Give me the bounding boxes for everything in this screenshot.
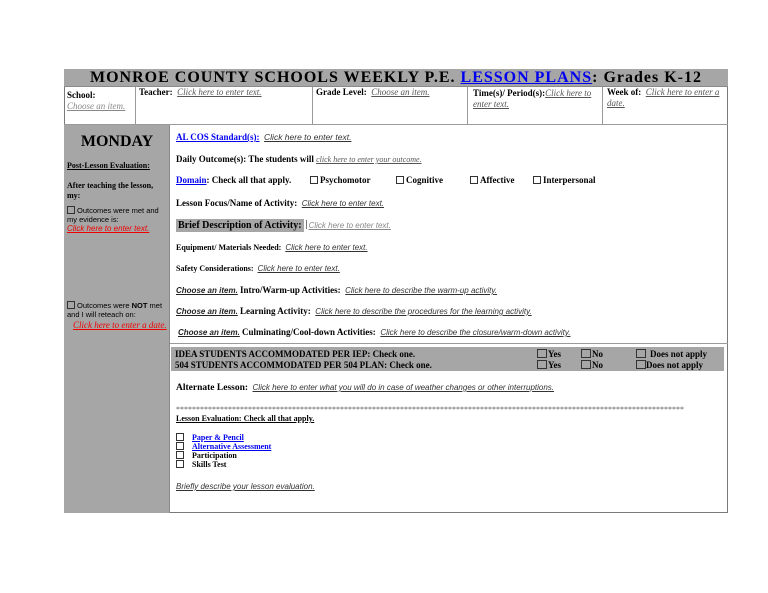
cooldown-row (178, 327, 570, 338)
domain-interpersonal (533, 175, 596, 186)
not-met-suffix: met and I will reteach on: (67, 301, 163, 319)
iep-na-label: Does not apply (650, 349, 708, 359)
text-cursor (306, 220, 307, 229)
iep-no-option (581, 349, 603, 359)
al-cos-link[interactable]: AL COS Standard(s): (176, 132, 260, 142)
equipment-field[interactable]: Click here to enter text. (285, 243, 368, 252)
safety-field[interactable]: Click here to enter text. (257, 264, 340, 273)
school-label: School: (67, 90, 96, 100)
school-cell (64, 87, 136, 125)
cognitive-checkbox[interactable] (396, 176, 404, 184)
separator-line: ******************************************************************************************************************************* (176, 405, 684, 414)
al-cos-field[interactable]: Click here to enter text. (264, 132, 352, 142)
iep-no-label: No (592, 349, 603, 359)
week-cell (603, 87, 728, 125)
outcomes-met-checkbox[interactable] (67, 206, 75, 214)
eval-alternative-assessment (176, 442, 271, 451)
brief-description-field[interactable]: Click here to enter text. (308, 221, 391, 230)
lesson-evaluation-label: Lesson Evaluation: Check all that apply. (176, 414, 315, 423)
alternative-assessment-link[interactable]: Alternative Assessment (192, 442, 272, 451)
iep-yes-label: Yes (548, 349, 561, 359)
daily-outcome-label: Daily Outcome(s): The students will (176, 154, 317, 164)
day-heading: MONDAY (80, 133, 154, 150)
warmup-row (176, 285, 497, 296)
page-title (64, 69, 728, 87)
warmup-field[interactable]: Click here to describe the warm-up activity. (345, 286, 498, 295)
daily-outcome-row (176, 154, 422, 165)
iep-na-option (636, 349, 707, 359)
psychomotor-label: Psychomotor (320, 175, 371, 185)
al-cos-row (176, 132, 351, 143)
cognitive-label: Cognitive (406, 175, 443, 185)
504-yes-option (537, 360, 561, 370)
domain-affective (470, 175, 514, 186)
504-yes-label: Yes (548, 360, 561, 370)
not-met-text: Outcomes were (77, 301, 132, 310)
learning-activity-field[interactable]: Click here to describe the procedures for the learning activity. (315, 307, 532, 316)
grade-cell (313, 87, 468, 125)
domain-row (176, 175, 291, 186)
504-label: 504 STUDENTS ACCOMMODATED PER 504 PLAN: Check one. (175, 360, 432, 370)
504-no-label: No (592, 360, 603, 370)
teacher-field[interactable]: Click here to enter text. (177, 87, 262, 97)
outcomes-not-met-option (67, 301, 170, 319)
day-column (64, 125, 170, 513)
eval-participation (176, 451, 237, 460)
equipment-label: Equipment/ Materials Needed: (176, 243, 282, 252)
time-label: Time(s)/ Period(s): (473, 88, 546, 98)
reteach-date-picker[interactable]: Click here to enter a date. (73, 320, 167, 330)
info-row (64, 87, 728, 125)
participation-checkbox[interactable] (176, 451, 184, 459)
lesson-focus-label: Lesson Focus/Name of Activity: (176, 198, 298, 208)
iep-na-checkbox[interactable] (636, 349, 646, 358)
section-divider (170, 343, 728, 344)
interpersonal-label: Interpersonal (543, 175, 596, 185)
after-teaching-label: After teaching the lesson, my: (67, 181, 154, 200)
lesson-focus-field[interactable]: Click here to enter text. (301, 199, 385, 208)
alternate-lesson-field[interactable]: Click here to enter what you will do in case of weather changes or other interruptions. (252, 383, 555, 392)
iep-yes-option (537, 349, 561, 359)
time-cell (468, 87, 603, 125)
504-na-label: Does not apply (646, 360, 704, 370)
domain-cognitive (396, 175, 443, 186)
504-na-option (636, 360, 703, 370)
safety-row (176, 263, 340, 274)
psychomotor-checkbox[interactable] (310, 176, 318, 184)
learning-type-dropdown[interactable]: Choose an item. (176, 307, 238, 316)
title-prefix: MONROE COUNTY SCHOOLS WEEKLY P.E. (90, 69, 461, 86)
504-yes-checkbox[interactable] (537, 360, 547, 369)
skills-test-checkbox[interactable] (176, 460, 184, 468)
school-dropdown[interactable]: Choose an item. (67, 101, 126, 111)
cooldown-field[interactable]: Click here to describe the closure/warm-down activity. (380, 328, 571, 337)
domain-instruction: : Check all that apply. (206, 175, 292, 185)
alternate-lesson-label: Alternate Lesson: (176, 383, 249, 393)
skills-test-label: Skills Test (192, 460, 227, 469)
lesson-focus-row (176, 198, 384, 209)
week-label: Week of: (607, 87, 642, 97)
warmup-type-dropdown[interactable]: Choose an item. (176, 286, 238, 295)
week-date-picker[interactable]: Click here to enter a date. (607, 87, 720, 108)
participation-label: Participation (192, 451, 237, 460)
daily-outcome-field[interactable]: click here to enter your outcome. (316, 155, 422, 164)
met-evidence-field[interactable]: Click here to enter text. (67, 224, 150, 233)
grade-label: Grade Level: (316, 87, 367, 97)
paper-pencil-link[interactable]: Paper & Pencil (192, 433, 244, 442)
outcomes-not-met-checkbox[interactable] (67, 301, 75, 309)
504-no-option (581, 360, 603, 370)
paper-pencil-checkbox[interactable] (176, 433, 184, 441)
alternative-assessment-checkbox[interactable] (176, 442, 184, 450)
evaluation-describe-row (176, 481, 315, 492)
iep-no-checkbox[interactable] (581, 349, 591, 358)
title-suffix: : Grades K-12 (592, 69, 702, 86)
interpersonal-checkbox[interactable] (533, 176, 541, 184)
brief-description-label: Brief Description of Activity: (178, 220, 302, 231)
teacher-cell (136, 87, 313, 125)
learning-activity-row (176, 306, 532, 317)
domain-psychomotor (310, 175, 371, 186)
iep-yes-checkbox[interactable] (537, 349, 547, 358)
cooldown-label: Culminating/Cool-down Activities: (242, 327, 376, 337)
outcomes-met-option (67, 206, 169, 224)
iep-label: IDEA STUDENTS ACCOMMODATED PER IEP: Check one. (175, 349, 416, 359)
lesson-plans-link[interactable]: LESSON PLANS (460, 69, 593, 86)
learning-activity-label: Learning Activity: (240, 306, 311, 316)
safety-label: Safety Considerations: (176, 264, 254, 273)
post-eval-label: Post-Lesson Evaluation: (67, 161, 150, 170)
eval-skills-test (176, 460, 226, 469)
504-na-checkbox[interactable] (636, 360, 646, 369)
outcomes-met-label: Outcomes were met and my evidence is: (67, 206, 159, 224)
evaluation-describe-field[interactable]: Briefly describe your lesson evaluation. (176, 482, 315, 491)
not-met-bold: NOT (131, 301, 148, 310)
warmup-label: Intro/Warm-up Activities: (240, 285, 341, 295)
eval-paper-pencil (176, 433, 244, 442)
cooldown-type-dropdown[interactable]: Choose an item. (178, 328, 240, 337)
brief-description-row (176, 220, 391, 231)
affective-label: Affective (480, 175, 515, 185)
grade-dropdown[interactable]: Choose an item. (371, 87, 430, 97)
equipment-row (176, 242, 368, 253)
accommodations-box (171, 347, 724, 371)
504-no-checkbox[interactable] (581, 360, 591, 369)
affective-checkbox[interactable] (470, 176, 478, 184)
alternate-lesson-row (176, 382, 554, 394)
time-field[interactable]: Click here to enter text. (473, 88, 592, 109)
teacher-label: Teacher: (139, 87, 173, 97)
domain-link[interactable]: Domain (176, 175, 207, 185)
